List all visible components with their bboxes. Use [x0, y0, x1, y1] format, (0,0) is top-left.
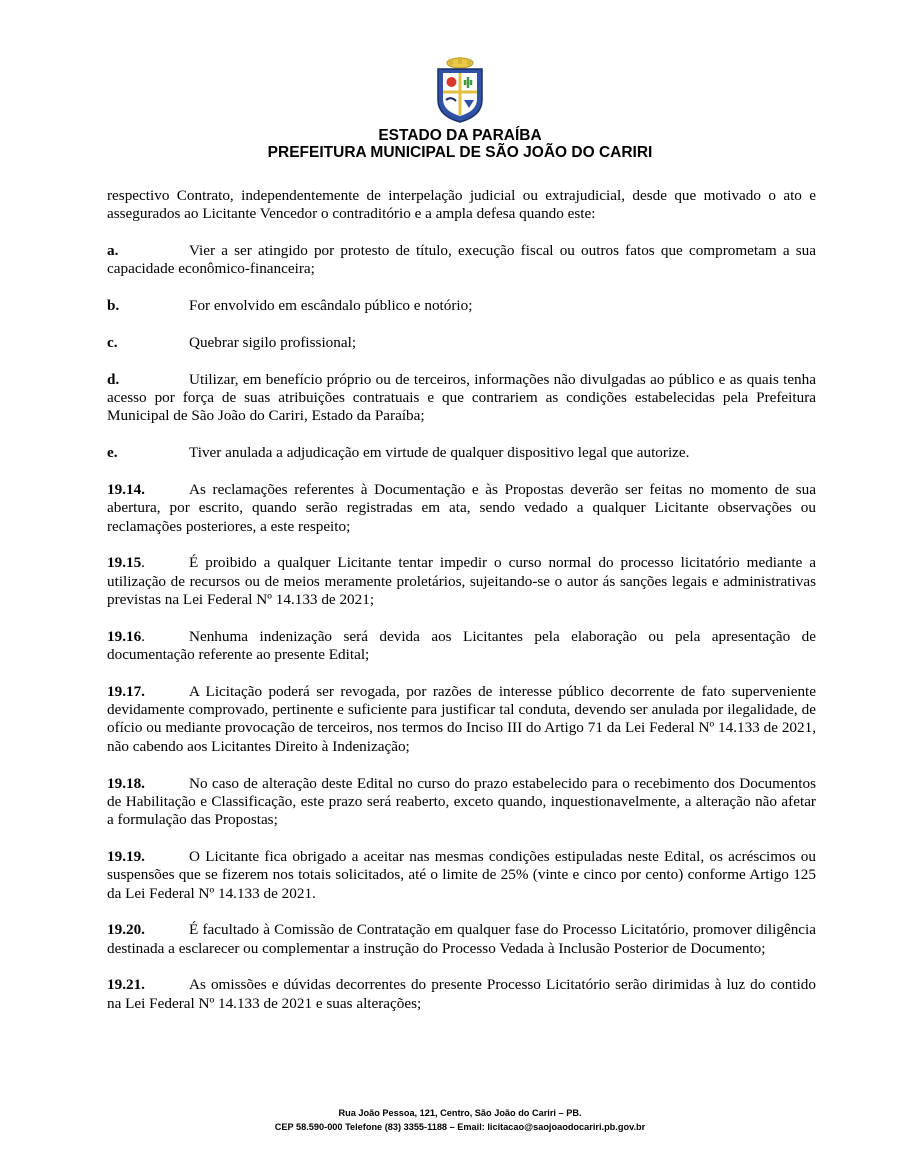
- clause-item: [107, 297, 816, 315]
- clause-text: For envolvido em escândalo público e notório;: [189, 297, 473, 315]
- clause-text: O Licitante fica obrigado a aceitar nas mesmas condições estipuladas neste Edital, os acréscimos ou suspensões que se fizerem nos totais solicitados, até o limite de 25% (vinte e cinco por cento) conforme Artigo 125 da Lei Federal Nº 14.133 de 2021.: [107, 847, 816, 902]
- clause-number: c.: [107, 333, 118, 351]
- clause-number: b.: [107, 297, 120, 315]
- clause-text: Nenhuma indenização será devida aos Licitantes pela elaboração ou pela apresentação de documentação referente ao presente Edital;: [107, 627, 816, 664]
- intro-paragraph: respectivo Contrato, independentemente de interpelação judicial ou extrajudicial, desde que motivado o ato e assegurados ao Licitante Vencedor o contraditório e a ampla defesa quando este:: [107, 187, 816, 223]
- clause-text: Quebrar sigilo profissional;: [189, 333, 357, 351]
- clause-text: No caso de alteração deste Edital no curso do prazo estabelecido para o recebimento dos Documentos de Habilitação e Classificação, este prazo será reaberto, exceto quando, inquestionavelmente, a alteração não afetar a formulação das Propostas;: [107, 774, 816, 829]
- clause-number: 19.14.: [107, 480, 145, 498]
- clause-item: [107, 444, 816, 462]
- footer-contact: CEP 58.590-000 Telefone (83) 3355-1188 – Email: licitacao@saojoaodocariri.pb.gov.br: [274, 1122, 646, 1132]
- clause-number: 19.18.: [107, 774, 145, 792]
- document-header: [0, 127, 900, 161]
- clause-item: [107, 242, 816, 279]
- clause-number: 19.19.: [107, 847, 145, 865]
- clause-item: [107, 921, 816, 958]
- clause-number: 19.15.: [107, 554, 145, 572]
- clause-number: 19.21.: [107, 976, 145, 994]
- clause-item: [107, 775, 816, 830]
- clause-item: [107, 371, 816, 426]
- clause-text: Utilizar, em benefício próprio ou de terceiros, informações não divulgadas ao público e as quais tenha acesso por força de suas atribuições contratuais e que contrariem as condições estabelecidas pela Prefeitura Municipal de São João do Cariri, Estado da Paraíba;: [107, 370, 816, 425]
- header-state: ESTADO DA PARAÍBA: [378, 127, 542, 144]
- clause-text: É facultado à Comissão de Contratação em qualquer fase do Processo Licitatório, promover diligência destinada a esclarecer ou complementar a instrução do Processo Vedada à Inclusão Posterior de Documento;: [107, 921, 816, 957]
- clause-text: As omissões e dúvidas decorrentes do presente Processo Licitatório serão dirimidas à luz do contido na Lei Federal Nº 14.133 de 2021 e suas alterações;: [107, 976, 816, 1012]
- clause-item: [107, 848, 816, 903]
- clause-item: [107, 334, 816, 352]
- clause-number: d.: [107, 370, 120, 388]
- document-body: [107, 187, 816, 1032]
- header-municipality: PREFEITURA MUNICIPAL DE SÃO JOÃO DO CARIRI: [267, 144, 653, 161]
- clause-text: É proibido a qualquer Licitante tentar impedir o curso normal do processo licitatório mediante a utilização de recursos ou de meios meramente proletários, sujeitando-se o autor ás sanções legais e administrativas previstas na Lei Federal Nº 14.133 de 2021;: [107, 554, 816, 608]
- clause-number: e.: [107, 444, 118, 462]
- clause-item: [107, 554, 816, 609]
- clause-number: 19.16.: [107, 627, 145, 645]
- clause-number: a.: [107, 242, 119, 260]
- clause-text: Vier a ser atingido por protesto de título, execução fiscal ou outros fatos que comprometam a sua capacidade econômico-financeira;: [107, 242, 816, 278]
- clause-item: [107, 976, 816, 1013]
- coat-of-arms-icon: [432, 56, 488, 124]
- clause-text: As reclamações referentes à Documentação e às Propostas deverão ser feitas no momento de sua abertura, por escrito, quando serão registradas em ata, sendo vedado a qualquer Licitante observações ou reclamações posteriores, a este respeito;: [107, 480, 816, 535]
- footer-address: Rua João Pessoa, 121, Centro, São João do Cariri – PB.: [338, 1108, 582, 1118]
- clause-item: [107, 628, 816, 665]
- clause-item: [107, 481, 816, 536]
- clause-text: A Licitação poderá ser revogada, por razões de interesse público decorrente de fato superveniente devidamente comprovado, pertinente e suficiente para justificar tal conduta, devendo ser anulada por ilegalidade, de ofício ou mediante provocação de terceiros, nos termos do Inciso III do Artigo 71 da Lei Federal Nº 14.133 de 2021, não cabendo aos Licitantes Direito à Indenização;: [107, 682, 816, 755]
- clause-item: [107, 683, 816, 756]
- clause-number: 19.20.: [107, 921, 145, 939]
- document-footer: [0, 1106, 900, 1134]
- clause-text: Tiver anulada a adjudicação em virtude de qualquer dispositivo legal que autorize.: [189, 444, 690, 462]
- clause-number: 19.17.: [107, 682, 145, 700]
